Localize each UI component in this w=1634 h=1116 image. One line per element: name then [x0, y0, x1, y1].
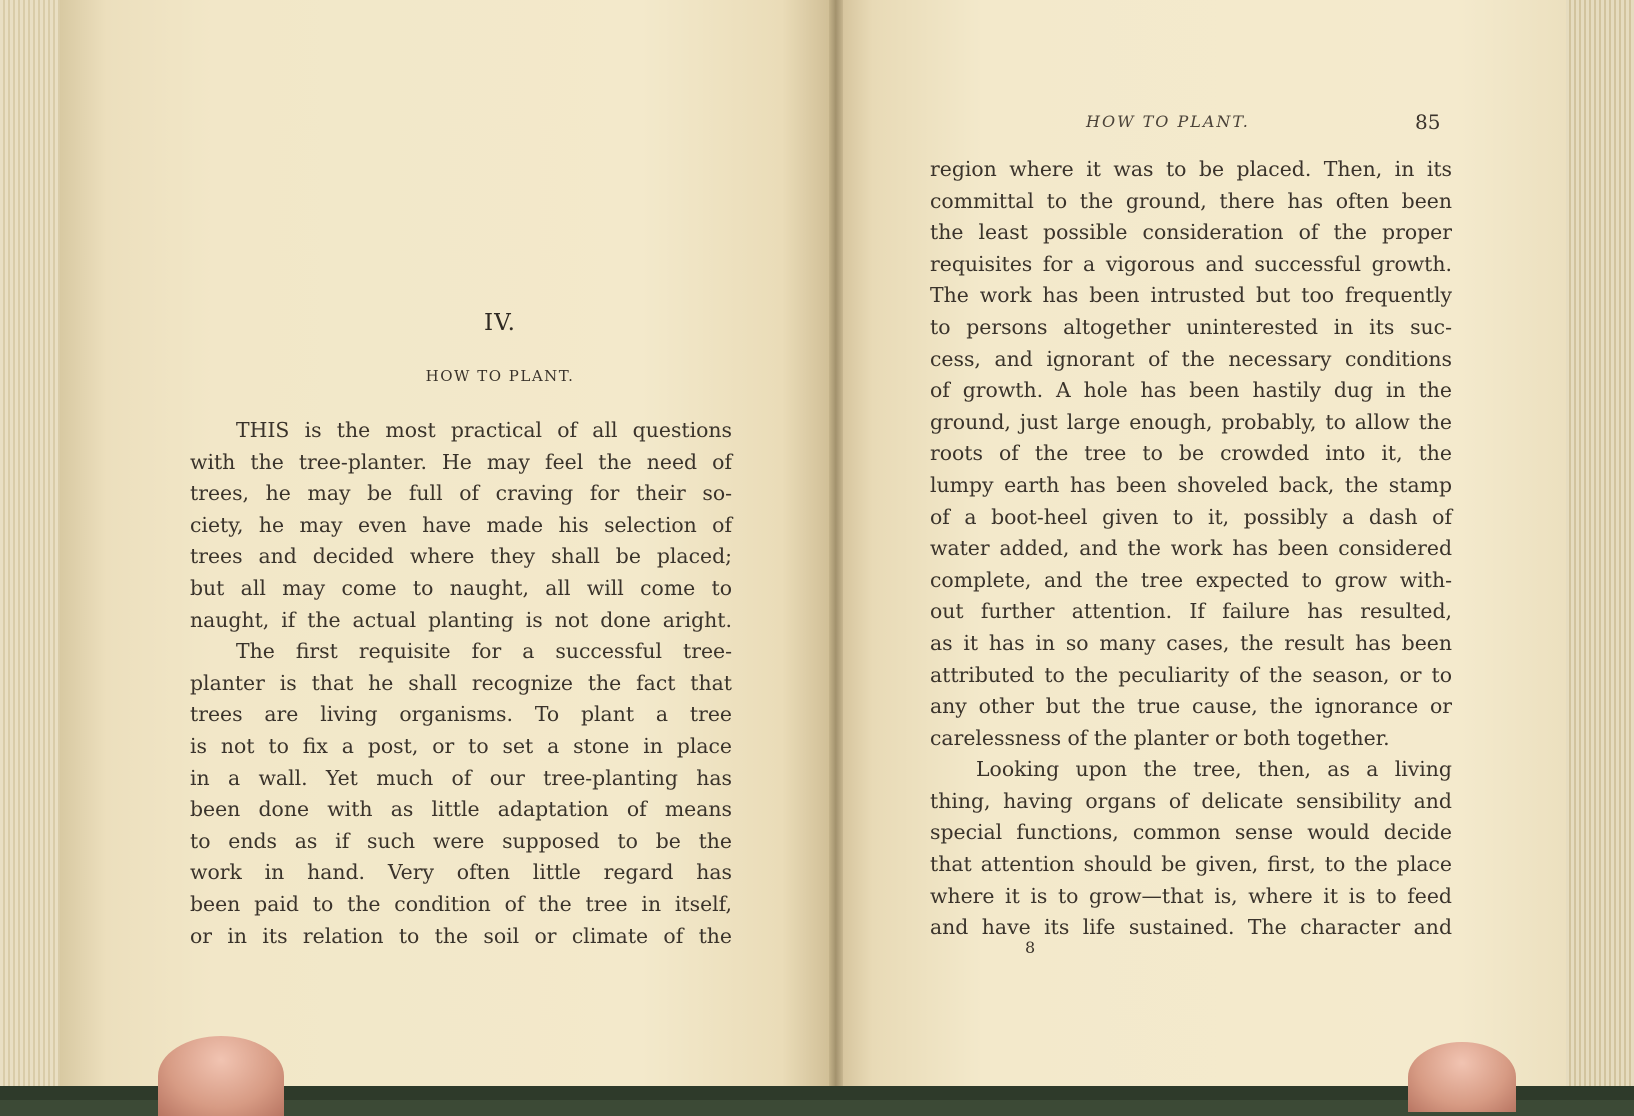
chapter-title: HOW TO PLANT. — [425, 367, 575, 385]
text-line: carelessness of the planter or both together. — [930, 725, 1390, 750]
text-line: any other but the true cause, the ignorance or — [930, 694, 1452, 719]
text-line: ground, just large enough, probably, to allow the — [930, 409, 1452, 434]
text-line: cess, and ignorant of the necessary conditions — [930, 346, 1452, 371]
running-head: HOW TO PLANT. — [1086, 112, 1250, 131]
text-line: of a boot-heel given to it, possibly a dash of — [930, 504, 1452, 529]
left-page-edges — [0, 0, 64, 1090]
text-line: been done with as little adaptation of means — [190, 797, 732, 822]
right-page-body — [930, 154, 1452, 944]
text-line: with the tree-planter. He may feel the need of — [190, 449, 732, 474]
text-line: ciety, he may even have made his selection of — [190, 512, 732, 537]
text-line: to persons altogether uninterested in its suc- — [930, 314, 1452, 339]
text-line: lumpy earth has been shoveled back, the stamp — [930, 472, 1452, 497]
text-line: or in its relation to the soil or climate of the — [190, 923, 732, 948]
page-number: 85 — [1415, 110, 1441, 134]
text-line: planter is that he shall recognize the fact that — [190, 670, 732, 695]
text-line: water added, and the work has been considered — [930, 536, 1452, 561]
text-line: as it has in so many cases, the result has been — [930, 630, 1452, 655]
right-page-edges — [1566, 0, 1634, 1100]
text-line: requisites for a vigorous and successful growth. — [930, 251, 1452, 276]
text-line: attributed to the peculiarity of the season, or to — [930, 662, 1452, 687]
text-line: naught, if the actual planting is not done aright. — [190, 607, 732, 632]
text-line: trees and decided where they shall be placed; — [190, 544, 732, 569]
text-line: of growth. A hole has been hastily dug in the — [930, 378, 1452, 403]
text-line: is not to fix a post, or to set a stone in place — [190, 733, 732, 758]
text-line: roots of the tree to be crowded into it, the — [930, 441, 1452, 466]
text-line: in a wall. Yet much of our tree-planting has — [190, 765, 732, 790]
text-line: committal to the ground, there has often been — [930, 188, 1452, 213]
text-line: complete, and the tree expected to grow with- — [930, 567, 1452, 592]
text-line: The work has been intrusted but too frequently — [930, 283, 1452, 308]
text-line: and have its life sustained. The character and — [930, 915, 1452, 940]
text-line: been paid to the condition of the tree in itself, — [190, 891, 732, 916]
right-thumb — [1408, 1042, 1516, 1112]
text-line: special functions, common sense would decide — [930, 820, 1452, 845]
text-line: to ends as if such were supposed to be the — [190, 828, 732, 853]
chapter-number: IV. — [484, 310, 516, 336]
text-line: The first requisite for a successful tree- — [236, 639, 732, 664]
text-line: out further attention. If failure has resulted, — [930, 599, 1452, 624]
text-line: that attention should be given, first, to the place — [930, 852, 1452, 877]
text-line: thing, having organs of delicate sensibility and — [930, 788, 1452, 813]
text-line: but all may come to naught, all will come to — [190, 575, 732, 600]
left-page-body — [190, 415, 732, 952]
text-line: Looking upon the tree, then, as a living — [976, 757, 1452, 782]
text-line: region where it was to be placed. Then, in its — [930, 157, 1452, 181]
text-line: work in hand. Very often little regard has — [190, 860, 732, 885]
text-line: the least possible consideration of the proper — [930, 220, 1452, 245]
signature-mark: 8 — [1025, 938, 1036, 957]
text-line: where it is to grow—that is, where it is to feed — [930, 883, 1452, 908]
left-thumb — [158, 1036, 284, 1116]
text-line: trees are living organisms. To plant a tree — [190, 702, 732, 727]
text-line: THIS is the most practical of all questions — [236, 418, 732, 442]
text-line: trees, he may be full of craving for their so- — [190, 481, 732, 506]
book-gutter — [829, 0, 843, 1090]
